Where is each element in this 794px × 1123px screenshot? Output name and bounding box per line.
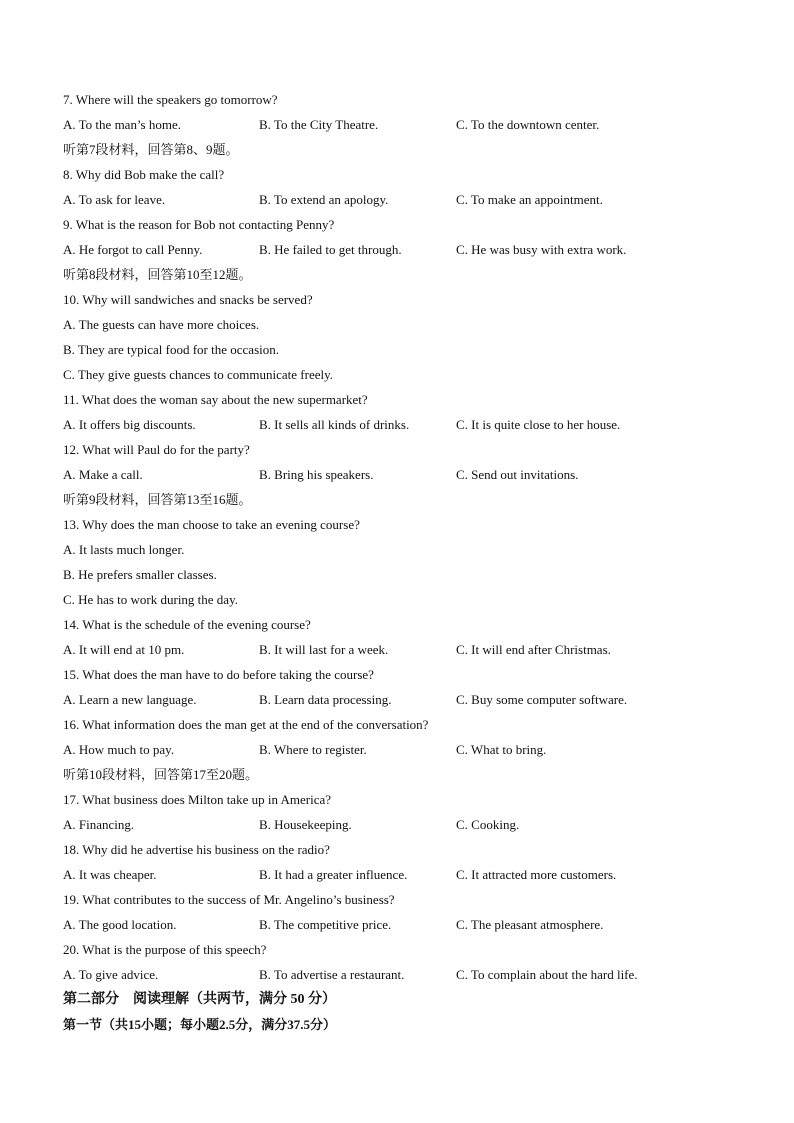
option-a: A. The good location.	[63, 917, 177, 932]
option-c: C. Buy some computer software.	[456, 692, 628, 707]
option-b: B. Housekeeping.	[259, 817, 352, 832]
option-c: C. Cooking.	[456, 817, 520, 832]
option-c: C. To complain about the hard life.	[456, 967, 638, 982]
option-c: C. Send out invitations.	[456, 467, 579, 482]
option-c: C. The pleasant atmosphere.	[456, 917, 604, 932]
question-text: 10. Why will sandwiches and snacks be served?	[63, 292, 313, 307]
option-b: B. It sells all kinds of drinks.	[259, 417, 410, 432]
option-b: B. It had a greater influence.	[259, 867, 408, 882]
part-heading: 第二部分 阅读理解（共两节，满分 50 分）	[63, 992, 336, 1007]
options-row	[63, 962, 743, 987]
options-row	[63, 462, 743, 487]
question-text: 12. What will Paul do for the party?	[63, 442, 250, 457]
question-text: 14. What is the schedule of the evening course?	[63, 617, 311, 632]
option-b: B. Bring his speakers.	[259, 467, 374, 482]
options-row	[63, 687, 743, 712]
question-text: 9. What is the reason for Bob not contacting Penny?	[63, 217, 335, 232]
option-c: C. To the downtown center.	[456, 117, 600, 132]
section-instruction: 听第10段材料，回答第17至20题。	[63, 767, 259, 782]
option-text: B. He prefers smaller classes.	[63, 567, 217, 582]
option-b: B. To advertise a restaurant.	[259, 967, 405, 982]
option-a: A. To the man’s home.	[63, 117, 182, 132]
options-row	[63, 412, 743, 437]
option-b: B. Learn data processing.	[259, 692, 392, 707]
option-b: B. To the City Theatre.	[259, 117, 379, 132]
option-a: A. Make a call.	[63, 467, 143, 482]
question-text: 20. What is the purpose of this speech?	[63, 942, 267, 957]
option-c: C. He was busy with extra work.	[456, 242, 627, 257]
option-c: C. To make an appointment.	[456, 192, 603, 207]
option-a: A. To give advice.	[63, 967, 159, 982]
option-c: C. It will end after Christmas.	[456, 642, 611, 657]
option-text: A. The guests can have more choices.	[63, 317, 260, 332]
options-row	[63, 112, 743, 137]
option-b: B. Where to register.	[259, 742, 367, 757]
option-text: A. It lasts much longer.	[63, 542, 185, 557]
option-a: A. Financing.	[63, 817, 135, 832]
question-text: 15. What does the man have to do before taking the course?	[63, 667, 374, 682]
option-a: A. It will end at 10 pm.	[63, 642, 185, 657]
option-c: C. It attracted more customers.	[456, 867, 617, 882]
option-a: A. It was cheaper.	[63, 867, 157, 882]
option-c: C. It is quite close to her house.	[456, 417, 621, 432]
question-text: 17. What business does Milton take up in America?	[63, 792, 332, 807]
option-a: A. It offers big discounts.	[63, 417, 196, 432]
section-instruction: 听第8段材料，回答第10至12题。	[63, 267, 252, 282]
options-row	[63, 637, 743, 662]
option-b: B. It will last for a week.	[259, 642, 389, 657]
options-row	[63, 862, 743, 887]
option-text: C. They give guests chances to communicate freely.	[63, 367, 334, 382]
option-c: C. What to bring.	[456, 742, 547, 757]
section-instruction: 听第7段材料，回答第8、9题。	[63, 142, 239, 157]
question-text: 13. Why does the man choose to take an evening course?	[63, 517, 360, 532]
question-text: 19. What contributes to the success of Mr. Angelino’s business?	[63, 892, 395, 907]
option-text: C. He has to work during the day.	[63, 592, 238, 607]
options-row	[63, 187, 743, 212]
options-row	[63, 737, 743, 762]
option-a: A. Learn a new language.	[63, 692, 197, 707]
option-b: B. He failed to get through.	[259, 242, 402, 257]
option-a: A. To ask for leave.	[63, 192, 166, 207]
question-text: 11. What does the woman say about the new supermarket?	[63, 392, 368, 407]
section-heading: 第一节（共15小题；每小题2.5分，满分37.5分）	[63, 1017, 337, 1032]
question-text: 8. Why did Bob make the call?	[63, 167, 225, 182]
option-a: A. He forgot to call Penny.	[63, 242, 203, 257]
section-instruction: 听第9段材料，回答第13至16题。	[63, 492, 252, 507]
question-text: 16. What information does the man get at the end of the conversation?	[63, 717, 429, 732]
option-a: A. How much to pay.	[63, 742, 175, 757]
exam-page	[63, 87, 743, 1037]
question-text: 7. Where will the speakers go tomorrow?	[63, 92, 278, 107]
option-b: B. The competitive price.	[259, 917, 392, 932]
options-row	[63, 237, 743, 262]
option-text: B. They are typical food for the occasion.	[63, 342, 279, 357]
options-row	[63, 912, 743, 937]
options-row	[63, 812, 743, 837]
option-b: B. To extend an apology.	[259, 192, 389, 207]
question-text: 18. Why did he advertise his business on the radio?	[63, 842, 330, 857]
